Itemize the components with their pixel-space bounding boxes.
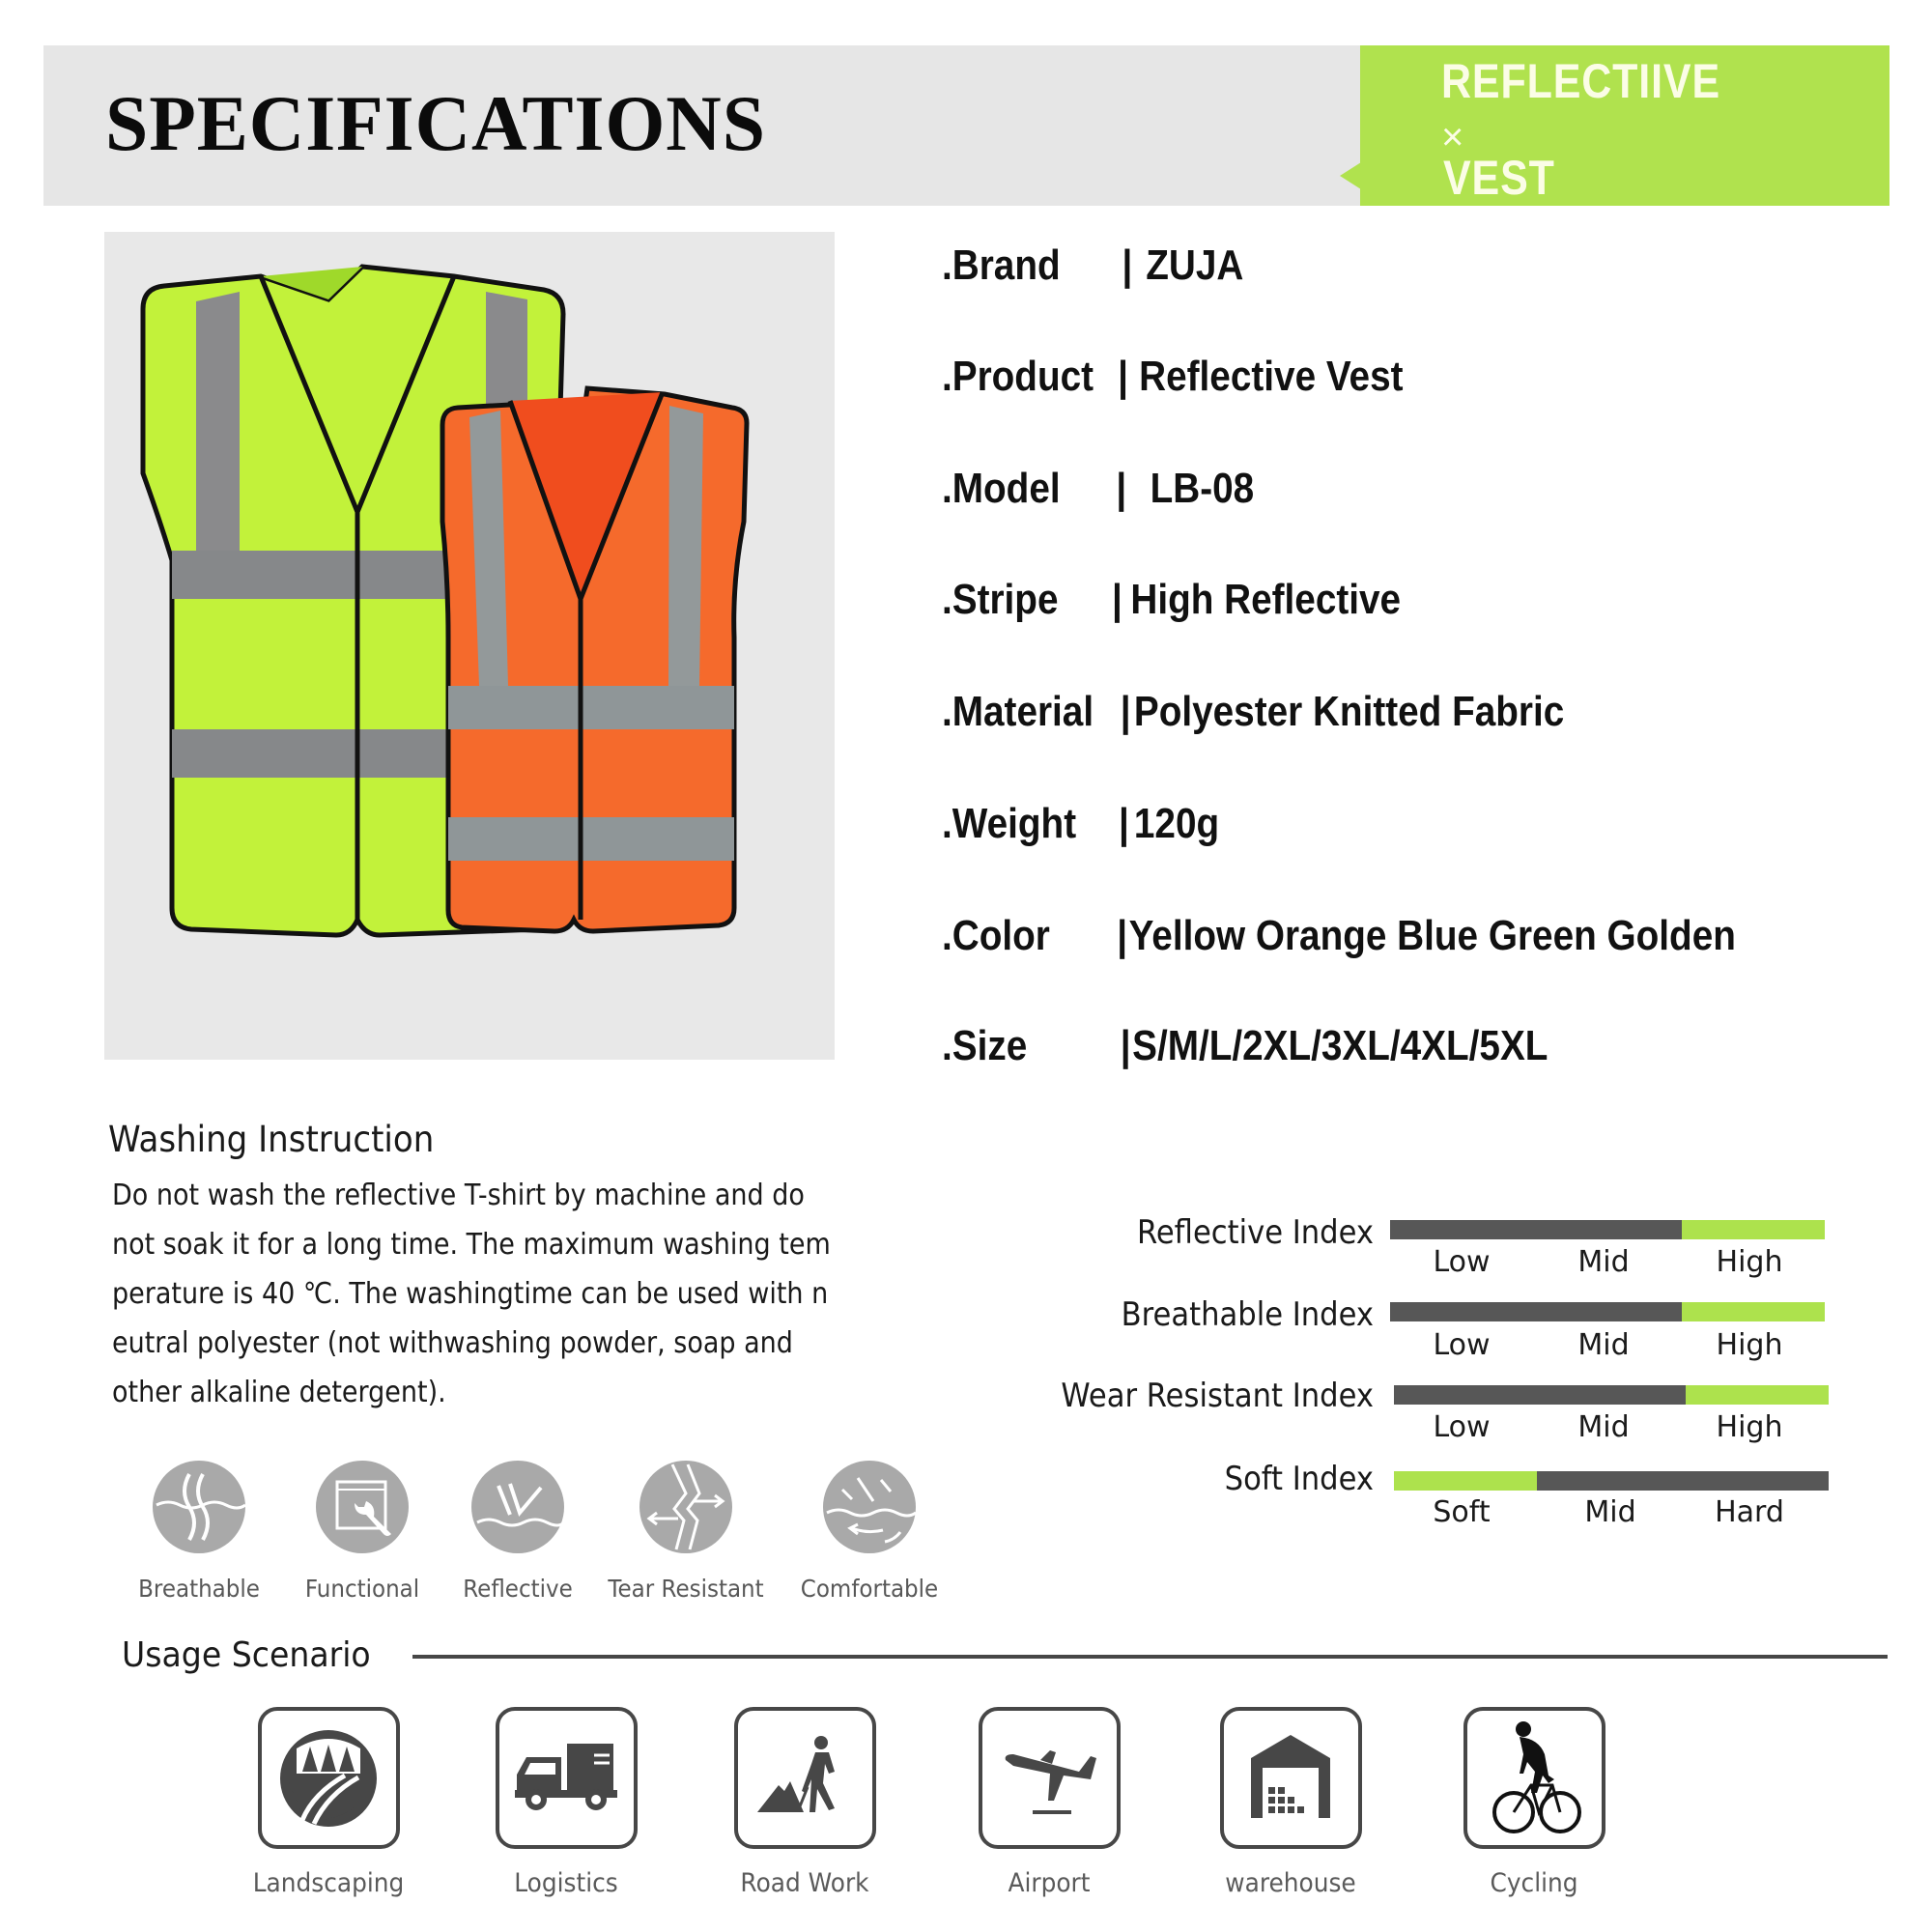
spec-value: Reflective Vest: [1139, 353, 1404, 400]
spec-separator: |: [1122, 242, 1133, 289]
spec-separator: |: [1120, 1022, 1131, 1069]
spec-label: .Size: [942, 1022, 1028, 1069]
feature-comfortable: [778, 1461, 961, 1604]
airplane-icon: [979, 1707, 1121, 1849]
product-image: [104, 232, 835, 1060]
spec-separator: |: [1112, 576, 1122, 623]
spec-value: 120g: [1133, 800, 1220, 847]
spec-material: [942, 683, 1565, 741]
usage-label: Landscaping: [252, 1868, 405, 1898]
index-tick: Hard: [1715, 1495, 1784, 1529]
index-tick: Soft: [1433, 1495, 1491, 1529]
index-tick: High: [1716, 1245, 1783, 1279]
usage-label: Airport: [1008, 1868, 1091, 1898]
spec-label: .Brand: [942, 242, 1061, 289]
spec-separator: |: [1119, 800, 1129, 847]
index-label-soft: Soft Index: [1224, 1460, 1374, 1498]
index-tick: High: [1716, 1328, 1783, 1362]
wrench-icon: [316, 1461, 409, 1553]
spec-label: .Product: [942, 353, 1094, 400]
index-fill: [1686, 1385, 1829, 1405]
washing-line: perature is 40 ℃. The washingtime can be used with n: [112, 1277, 829, 1311]
index-bar-soft: [1394, 1471, 1829, 1491]
index-fill: [1682, 1220, 1825, 1239]
index-tick: Low: [1433, 1328, 1491, 1362]
spec-separator: |: [1120, 688, 1131, 735]
truck-icon: [496, 1707, 638, 1849]
usage-label: warehouse: [1225, 1868, 1356, 1898]
feature-label: Reflective: [463, 1575, 573, 1603]
spec-color: [942, 907, 1736, 965]
spec-value: Yellow Orange Blue Green Golden: [1128, 912, 1736, 959]
spec-weight: [942, 795, 1220, 853]
index-tick: High: [1716, 1410, 1783, 1444]
index-bar-breathable: [1390, 1302, 1825, 1321]
usage-label: Cycling: [1490, 1868, 1578, 1898]
badge-notch: [1340, 162, 1361, 189]
spec-value: LB-08: [1150, 465, 1255, 512]
usage-logistics: [469, 1707, 663, 1899]
feature-tear-resistant: [594, 1461, 778, 1604]
index-tick: Mid: [1584, 1495, 1636, 1529]
index-label-wear-resistant: Wear Resistant Index: [1061, 1377, 1374, 1415]
warehouse-icon: [1220, 1707, 1362, 1849]
spec-stripe: [942, 571, 1402, 629]
reflective-icon: [471, 1461, 564, 1553]
usage-cycling: [1437, 1707, 1631, 1899]
index-tick: Mid: [1577, 1410, 1630, 1444]
spec-value: ZUJA: [1146, 242, 1244, 289]
spec-product: [942, 348, 1404, 406]
spec-label: .Model: [942, 465, 1061, 512]
tear-resistant-icon: [639, 1461, 732, 1553]
spec-model: [942, 460, 1255, 518]
index-label-reflective: Reflective Index: [1136, 1213, 1374, 1252]
washing-line: other alkaline detergent).: [112, 1376, 446, 1409]
badge-line-1: REFLECTIIVE: [1441, 54, 1720, 108]
feature-label: Tear Resistant: [608, 1575, 764, 1603]
index-fill: [1394, 1471, 1537, 1491]
feature-label: Functional: [304, 1575, 420, 1603]
usage-label: Logistics: [514, 1868, 618, 1898]
index-fill: [1682, 1302, 1825, 1321]
spec-value: Polyester Knitted Fabric: [1133, 688, 1565, 735]
breathable-icon: [153, 1461, 245, 1553]
feature-reflective: [426, 1461, 610, 1604]
usage-title: Usage Scenario: [122, 1635, 371, 1675]
feature-label: Comfortable: [800, 1575, 939, 1603]
spec-separator: |: [1117, 912, 1128, 959]
index-bar-reflective: [1390, 1220, 1825, 1239]
vests-illustration: [104, 232, 835, 1060]
spec-value: S/M/L/2XL/3XL/4XL/5XL: [1132, 1022, 1548, 1069]
road-worker-icon: [734, 1707, 876, 1849]
usage-road-work: [708, 1707, 901, 1899]
spec-size: [942, 1017, 1548, 1075]
spec-label: .Stripe: [942, 576, 1059, 623]
washing-title: Washing Instruction: [108, 1119, 435, 1160]
usage-landscaping: [232, 1707, 425, 1899]
index-tick: Mid: [1577, 1328, 1630, 1362]
spec-value: High Reflective: [1130, 576, 1402, 623]
orange-vest: [442, 388, 747, 931]
spec-separator: |: [1116, 465, 1127, 512]
index-bar-wear-resistant: [1394, 1385, 1829, 1405]
spec-brand: [942, 237, 1244, 295]
feature-label: Breathable: [138, 1575, 260, 1603]
spec-separator: |: [1118, 353, 1128, 400]
usage-label: Road Work: [740, 1868, 869, 1898]
index-tick: Low: [1433, 1245, 1491, 1279]
usage-airport: [952, 1707, 1146, 1899]
page-title: SPECIFICATIONS: [105, 79, 766, 167]
usage-warehouse: [1194, 1707, 1387, 1899]
feature-breathable: [107, 1461, 291, 1604]
landscape-icon: [258, 1707, 400, 1849]
spec-label: .Weight: [942, 800, 1077, 847]
badge-line-2: VEST: [1443, 151, 1555, 205]
washing-line: eutral polyester (not withwashing powder, soap and: [112, 1326, 793, 1360]
washing-line: Do not wash the reflective T-shirt by machine and do: [112, 1179, 805, 1212]
comfortable-icon: [823, 1461, 916, 1553]
washing-text: [112, 1171, 895, 1417]
spec-label: .Material: [942, 688, 1094, 735]
index-tick: Low: [1433, 1410, 1491, 1444]
washing-line: not soak it for a long time. The maximum washing tem: [112, 1228, 831, 1262]
cyclist-icon: [1463, 1707, 1605, 1849]
section-divider: [412, 1655, 1888, 1659]
spec-label: .Color: [942, 912, 1050, 959]
index-tick: Mid: [1577, 1245, 1630, 1279]
index-label-breathable: Breathable Index: [1121, 1295, 1374, 1334]
badge-separator: ×: [1441, 116, 1464, 158]
